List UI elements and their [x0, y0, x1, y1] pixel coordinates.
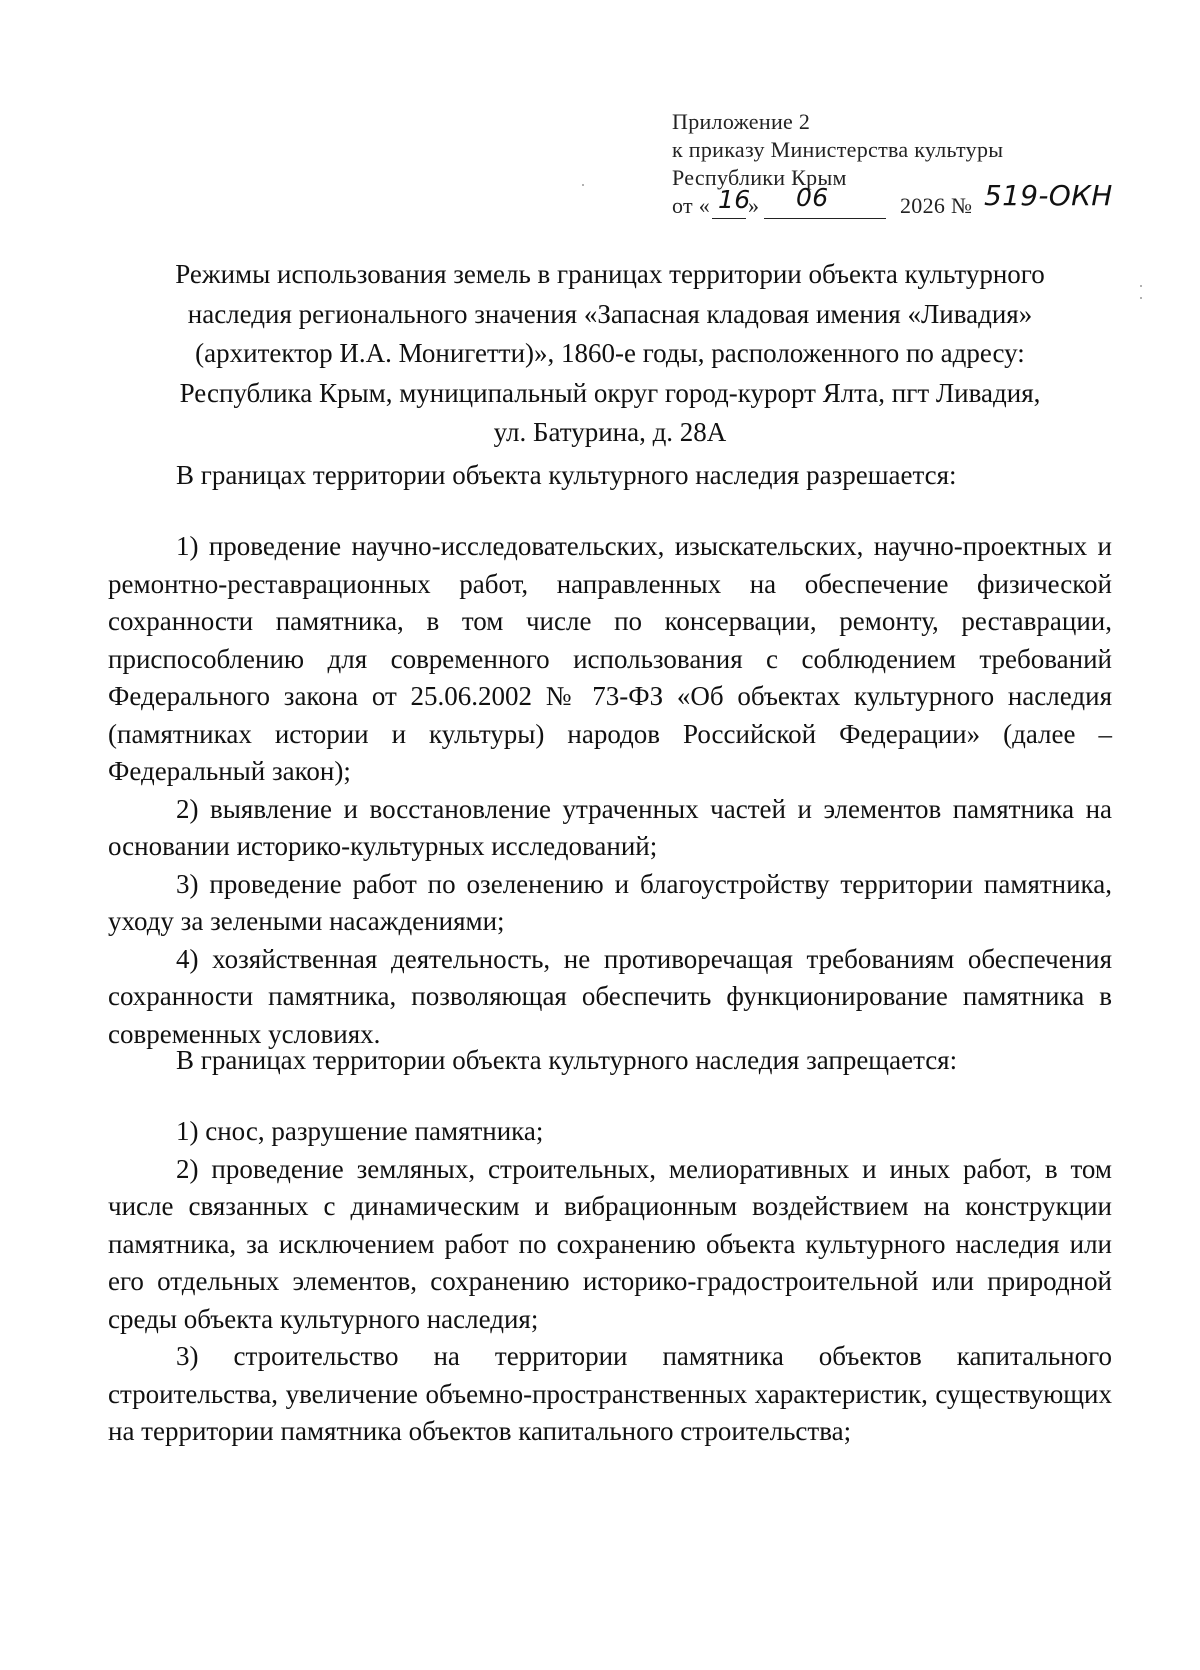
forbidden-item: 2) проведение земляных, строительных, мелиоративных и иных работ, в том числе связанных с динамическим и вибрационным воздействием на конструкции памятника, за исключением работ по сохранению объекта культурного наследия или его отдельных элементов, сохранению историко-градостроительной или природной среды объекта культурного наследия; [108, 1153, 1112, 1334]
allowed-heading: В границах территории объекта культурного наследия разрешается: [176, 460, 957, 490]
appendix-header [672, 108, 1142, 222]
title-line: наследия регионального значения «Запасная кладовая имения «Ливадия» [187, 298, 1033, 329]
title-line: Режимы использования земель в границах территории объекта культурного [175, 259, 1045, 289]
handwritten-month: 06 [796, 183, 829, 212]
title-line: Республика Крым, муниципальный округ город-курорт Ялта, пгт Ливадия, [179, 377, 1041, 408]
date-year: 2026 № [900, 193, 973, 218]
month-underline [764, 218, 886, 219]
forbidden-heading-block [108, 1042, 1112, 1080]
forbidden-list [108, 1113, 1112, 1451]
forbidden-item: 1) снос, разрушение памятника; [176, 1116, 544, 1146]
date-mid: » [748, 193, 760, 218]
allowed-item: 1) проведение научно-исследовательских, изыскательских, научно-проектных и ремонтно-реставрационных работ, направленных на обеспечение физической сохранности памятника, в том числе по консервации, ремонту, реставрации, приспособлению для современного использования с соблюдением требований Федерального закона от 25.06.2002 № 73-ФЗ «Об объектах культурного наследия (памятниках истории и культуры) народов Российской Федерации» (далее – Федеральный закон); [108, 531, 1112, 786]
date-prefix: от « [672, 193, 711, 218]
handwritten-day: 16 [718, 185, 751, 214]
title-line: ул. Батурина, д. 28А [493, 417, 727, 447]
appendix-date-line [672, 179, 1142, 222]
handwritten-order-number: 519-ОКН [984, 179, 1113, 212]
appendix-title: Приложение 2 [672, 109, 811, 134]
allowed-item: 2) выявление и восстановление утраченных частей и элементов памятника на основании историко-культурных исследований; [108, 793, 1112, 861]
document-title [110, 255, 1110, 453]
appendix-republic: Республики Крым [672, 165, 847, 190]
allowed-heading-block [108, 457, 1112, 495]
forbidden-item: 3) строительство на территории памятника объектов капитального строительства, увеличение объемно-пространственных характеристик, существующих на территории памятника объектов капитального строительства; [108, 1341, 1112, 1446]
scan-speck [582, 184, 584, 186]
appendix-order-ref: к приказу Министерства культуры [672, 137, 1004, 162]
day-underline [712, 218, 746, 219]
scan-speck [1140, 297, 1142, 299]
forbidden-heading: В границах территории объекта культурного наследия запрещается: [176, 1045, 958, 1075]
scan-speck [1140, 285, 1142, 287]
allowed-item: 3) проведение работ по озеленению и благоустройству территории памятника, уходу за зелеными насаждениями; [108, 868, 1112, 936]
title-line: (архитектор И.А. Монигетти)», 1860-е годы, расположенного по адресу: [195, 338, 1025, 368]
allowed-list [108, 528, 1112, 1053]
allowed-item: 4) хозяйственная деятельность, не противоречащая требованиям обеспечения сохранности памятника, позволяющая обеспечить функционирование памятника в современных условиях. [108, 943, 1112, 1049]
